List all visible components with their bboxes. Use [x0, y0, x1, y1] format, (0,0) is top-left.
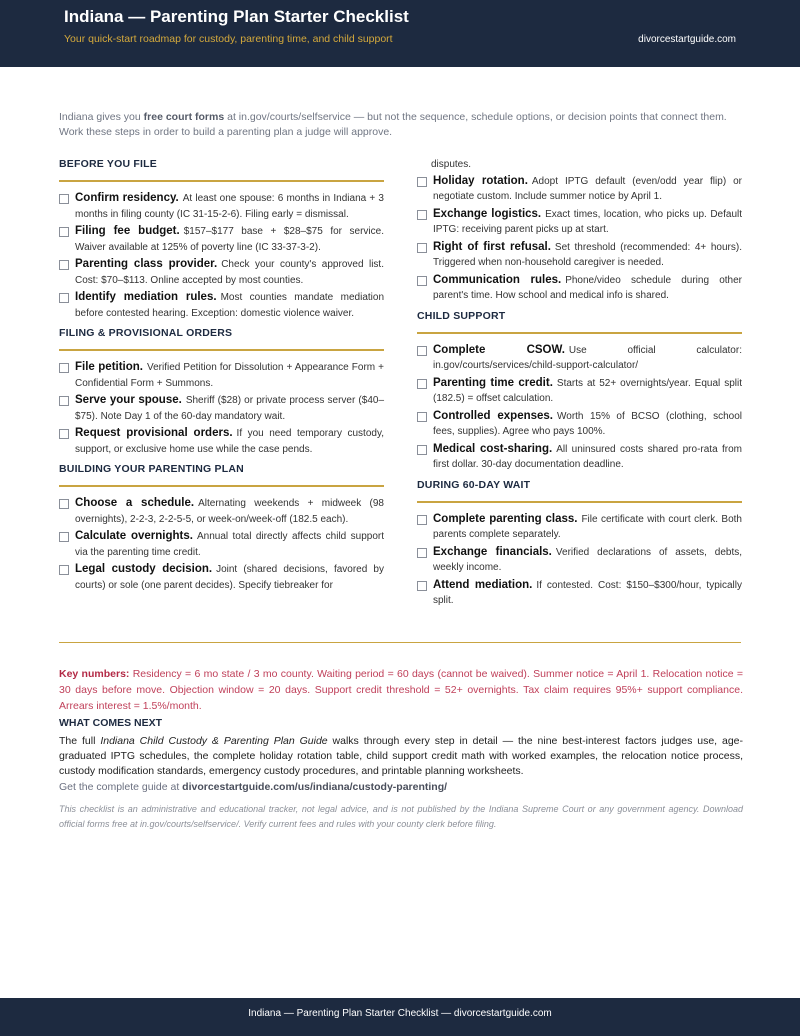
- footer-bar: [0, 998, 800, 1036]
- section-heading-building: BUILDING YOUR PARENTING PLAN: [59, 463, 244, 475]
- checkbox[interactable]: [59, 227, 69, 237]
- checklist-item-text: Annual total directly affects child support via the parenting time credit.: [75, 531, 385, 558]
- checklist-item-title: Exchange logistics.: [433, 207, 542, 220]
- checkbox[interactable]: [417, 243, 427, 253]
- header-site-link[interactable]: divorcestartguide.com: [638, 34, 736, 45]
- checklist-item-text: Exact times, location, who picks up. Default IPTG: receiving parent picks up at start.: [433, 208, 743, 235]
- continued-text: disputes.: [431, 159, 472, 170]
- checklist-item: [417, 273, 742, 304]
- checklist-item-text: If contested. Cost: $150–$300/hour, typically split.: [433, 579, 742, 606]
- checklist-item: [417, 442, 742, 473]
- checkbox[interactable]: [417, 515, 427, 525]
- checkbox[interactable]: [417, 276, 427, 286]
- checklist-item-text: File certificate with court clerk. Both parents complete separately.: [433, 513, 742, 540]
- checklist-item-title: Complete parenting class.: [433, 512, 578, 525]
- checklist-item-text: Verified Petition for Dissolution + Appearance Form + Confidential Form + Summons.: [75, 362, 384, 389]
- section-rule: [417, 501, 742, 503]
- checkbox[interactable]: [59, 499, 69, 509]
- checkbox[interactable]: [417, 346, 427, 356]
- checkbox[interactable]: [417, 581, 427, 591]
- checkbox[interactable]: [417, 548, 427, 558]
- key-numbers-text: Residency = 6 mo state / 3 mo county. Waiting period = 60 days (cannot be waived). Summer notice = April 1. Relocation notice = 30 days before move. Objection window = 20 days. Support credit threshold = 52+ overnights. Tax claim requires 95%+ support compliance. Arrears interest = 1.5%/month.: [59, 668, 743, 712]
- checklist-item-text: $157–$177 base + $28–$75 for service. Waiver available at 125% of poverty line (IC 33-37-3-2).: [75, 226, 384, 253]
- checklist-item: [59, 290, 384, 321]
- checklist-item: [59, 360, 384, 391]
- what-comes-next-heading: WHAT COMES NEXT: [59, 717, 163, 729]
- checkbox[interactable]: [417, 379, 427, 389]
- before-you-file-list: [59, 191, 384, 321]
- wait-list: [417, 512, 742, 609]
- checklist-item-title: Request provisional orders.: [75, 427, 233, 439]
- checkbox[interactable]: [59, 532, 69, 542]
- checkbox[interactable]: [59, 293, 69, 303]
- section-heading-child-support: CHILD SUPPORT: [417, 309, 506, 322]
- checklist-item-title: Confirm residency.: [75, 192, 179, 204]
- footer-text: Indiana — Parenting Plan Starter Checklist — divorcestartguide.com: [248, 1008, 552, 1019]
- checklist-item-text: At least one spouse: 6 months in Indiana + 3 months in filing county (IC 31-15-2-6). Filing early = dismissal.: [75, 193, 384, 220]
- checklist-item-title: Medical cost-sharing.: [433, 442, 553, 455]
- checklist-item-title: Exchange financials.: [433, 545, 552, 558]
- checklist-item-text: Use official calculator: in.gov/courts/services/child-support-calculator/: [433, 344, 742, 371]
- checklist-item-title: Filing fee budget.: [75, 225, 180, 237]
- section-rule: [417, 332, 742, 334]
- checklist-item-title: Right of first refusal.: [433, 240, 551, 253]
- get-guide-line: Get the complete guide at divorcestartguide.com/us/indiana/custody-parenting/: [59, 781, 448, 793]
- key-numbers-label: Key numbers:: [59, 668, 130, 680]
- checklist-item: [417, 343, 742, 374]
- checkbox[interactable]: [59, 260, 69, 270]
- checkbox[interactable]: [59, 363, 69, 373]
- checklist-item-title: Legal custody decision.: [75, 563, 213, 575]
- section-heading-before-you-file: BEFORE YOU FILE: [59, 158, 157, 170]
- checklist-item: [59, 224, 384, 255]
- checklist-item: [417, 240, 742, 271]
- checklist-item-text: Joint (shared decisions, favored by courts) or sole (one parent decides). Specify tiebreaker for: [75, 564, 384, 591]
- checklist-item: [59, 393, 384, 424]
- intro-paragraph: Indiana gives you free court forms at in.gov/courts/selfservice — but not the sequence, schedule options, or decision points that connect them. Work these steps in order to build a parenting plan a judge will approve.: [59, 111, 727, 138]
- checklist-item: [417, 578, 742, 609]
- what-comes-next-body: The full Indiana Child Custody & Parenting Plan Guide walks through every step in detail — the nine best-interest factors judges use, age-graduated IPTG schedules, the complete holiday rotation table, child support credit math with worked examples, the relocation notice process, custody modification standards, emergency custody procedures, and printable planning worksheets.: [59, 735, 743, 777]
- checklist-item-title: Parenting class provider.: [75, 258, 218, 270]
- checkbox[interactable]: [417, 177, 427, 187]
- checkbox[interactable]: [59, 429, 69, 439]
- checkbox[interactable]: [417, 445, 427, 455]
- checkbox[interactable]: [417, 210, 427, 220]
- checklist-item: [59, 257, 384, 288]
- checklist-item-text: Alternating weekends + midweek (98 overnights), 2-2-3, 2-2-5-5, or week-on/week-off (182.5 each).: [75, 498, 384, 525]
- checklist-item-title: Identify mediation rules.: [75, 291, 217, 303]
- checklist-item-text: Worth 15% of BCSO (clothing, school fees, supplies). Agree who pays 100%.: [433, 410, 742, 437]
- checklist-item: [417, 376, 742, 407]
- child-support-list: [417, 343, 742, 473]
- checklist-item-title: Holiday rotation.: [433, 174, 528, 187]
- key-numbers: [59, 666, 743, 714]
- section-rule: [59, 180, 384, 182]
- checklist-item: [59, 562, 384, 593]
- right-column: [417, 158, 742, 611]
- left-column: [59, 158, 384, 595]
- checklist-item-text: Verified declarations of assets, debts, weekly income.: [433, 546, 743, 573]
- checkbox[interactable]: [59, 194, 69, 204]
- checklist-item: [417, 174, 742, 205]
- checklist-item-text: Phone/video schedule during other parent's time. How school and medical info is shared.: [433, 274, 742, 301]
- checkbox[interactable]: [59, 396, 69, 406]
- checklist-item: [59, 191, 384, 222]
- section-heading-wait: DURING 60-DAY WAIT: [417, 478, 531, 491]
- guide-title: Indiana Child Custody & Parenting Plan Guide: [100, 735, 328, 747]
- filing-list: [59, 360, 384, 457]
- checklist-item-title: Parenting time credit.: [433, 376, 553, 389]
- checklist-item-title: Choose a schedule.: [75, 497, 195, 509]
- checklist-item: [59, 529, 384, 560]
- checklist-item: [417, 207, 742, 238]
- checklist-item: [59, 496, 384, 527]
- header-banner: [0, 0, 800, 67]
- checklist-item-title: Serve your spouse.: [75, 394, 182, 406]
- checklist-item-title: Communication rules.: [433, 273, 562, 286]
- section-heading-filing: FILING & PROVISIONAL ORDERS: [59, 327, 233, 339]
- disclaimer: This checklist is an administrative and educational tracker, not legal advice, and is not published by the Indiana Supreme Court or any government agency. Download official forms free at in.gov/courts/selfservice/. Verify current fees and rules with your county clerk before filing.: [59, 804, 743, 829]
- page-title: Indiana — Parenting Plan Starter Checklist: [64, 7, 409, 26]
- checklist-item: [417, 512, 742, 543]
- section-divider: [59, 642, 741, 643]
- page-subtitle: Your quick-start roadmap for custody, parenting time, and child support: [64, 33, 393, 45]
- checklist-item-text: Set threshold (recommended: 4+ hours). Triggered when non-household caregiver is needed.: [433, 241, 742, 268]
- checklist-item-text: Starts at 52+ overnights/year. Equal split (182.5) = offset calculation.: [433, 377, 742, 404]
- checklist-item-title: Calculate overnights.: [75, 530, 193, 542]
- checklist-item-text: Most counties mandate mediation before contested hearing. Exception: domestic violence waiver.: [75, 292, 385, 319]
- checklist-item-title: Attend mediation.: [433, 578, 533, 591]
- checklist-item-text: Sheriff ($28) or private process server ($40–$75). Note Day 1 of the 60-day mandatory wait.: [75, 395, 384, 422]
- checklist-item-text: All uninsured costs shared pro-rata from first dollar. 30-day documentation deadline.: [433, 443, 742, 470]
- plan-items-list: [417, 174, 742, 304]
- checklist-item: [417, 545, 742, 576]
- building-list: [59, 496, 384, 593]
- checkbox[interactable]: [417, 412, 427, 422]
- checkbox[interactable]: [59, 565, 69, 575]
- checklist-item-title: Controlled expenses.: [433, 409, 553, 422]
- intro-bold: free court forms: [143, 111, 225, 123]
- checklist-item-text: Adopt IPTG default (even/odd year flip) or negotiate custom. Include summer notice by April 1.: [433, 175, 742, 202]
- checklist-item-text: If you need temporary custody, support, or exclusive home use while the case pends.: [75, 428, 384, 455]
- checklist-item-title: Complete CSOW.: [433, 343, 565, 356]
- checklist-item: [59, 426, 384, 457]
- section-rule: [59, 485, 384, 487]
- checklist-item-text: Check your county's approved list. Cost: $70–$113. Online accepted by most counties.: [75, 259, 384, 286]
- checklist-item: [417, 409, 742, 440]
- checklist-item-title: File petition.: [75, 361, 143, 373]
- guide-url-link[interactable]: divorcestartguide.com/us/indiana/custody-parenting/: [182, 781, 448, 793]
- section-rule: [59, 349, 384, 351]
